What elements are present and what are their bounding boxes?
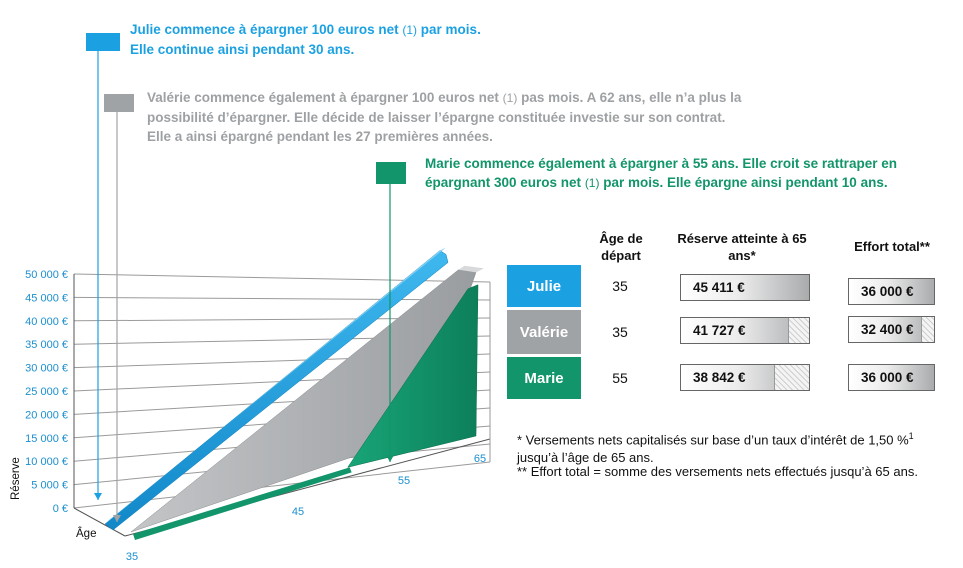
x-axis-label: Âge <box>76 528 97 540</box>
footnote-effort: ** Effort total = somme des versements nets effectués jusqu’à 65 ans. <box>517 464 918 479</box>
age-valerie: 35 <box>612 324 628 340</box>
marker-julie-arrow <box>94 493 102 500</box>
callout-marie: Marie commence également à épargner à 55 ans. Elle croit se rattraper en épargnant 300 euros net (1) par mois. Elle épargne ainsi pendant 10 ans. <box>425 156 897 190</box>
y-tick-label: 30 000 € <box>25 362 68 375</box>
callout-julie: Julie commence à épargner 100 euros net (1) par mois. Elle continue ainsi pendant 30 ans. <box>130 22 481 57</box>
y-axis-label: Réserve <box>10 457 22 500</box>
marker-valerie <box>104 94 134 112</box>
y-tick-label: 50 000 € <box>25 269 68 281</box>
row-label-julie: Julie <box>507 265 581 307</box>
y-tick-label: 40 000 € <box>25 315 68 328</box>
row-label-marie: Marie <box>507 357 581 399</box>
callout-valerie: Valérie commence également à épargner 100 euros net (1) pas mois. A 62 ans, elle n’a plus la possibilité d’épargner. Elle décide de laisser l’épargne constituée investie sur son contrat. Elle a ainsi épargné pendant les 27 premières années. <box>147 90 742 144</box>
reserve-marie: 38 842 € <box>680 364 810 391</box>
footnote-reserve: * Versements nets capitalisés sur base d’un taux d’intérêt de 1,50 %$^1$ jusqu’à l’âge de 65 ans. <box>517 431 914 466</box>
reserve-valerie: 41 727 € <box>680 317 810 344</box>
y-tick-label: 15 000 € <box>25 432 68 445</box>
x-tick-label: 35 <box>125 551 139 563</box>
age-julie: 35 <box>612 278 628 294</box>
y-tick-label: 25 000 € <box>25 386 68 398</box>
effort-valerie: 32 400 € <box>848 316 935 343</box>
reserve-julie: 45 411 € <box>680 274 810 301</box>
marker-julie <box>86 33 120 51</box>
effort-julie: 36 000 € <box>848 278 935 305</box>
x-tick-label: 65 <box>473 453 487 465</box>
x-tick-label: 55 <box>397 475 411 487</box>
header-reserve: Réserve atteinte à 65 ans* <box>677 231 807 263</box>
effort-marie: 36 000 € <box>848 364 935 391</box>
y-tick-label: 5 000 € <box>31 479 68 492</box>
marker-marie-arrow <box>386 455 394 462</box>
marker-marie <box>376 162 406 184</box>
y-tick-label: 0 € <box>52 503 68 515</box>
y-tick-label: 35 000 € <box>25 339 68 352</box>
header-age: Âge de départ <box>599 231 643 263</box>
y-tick-label: 20 000 € <box>25 409 68 422</box>
row-label-valerie: Valérie <box>507 310 581 354</box>
header-effort: Effort total** <box>854 239 930 254</box>
y-tick-label: 45 000 € <box>25 292 68 305</box>
y-tick-label: 10 000 € <box>25 456 68 469</box>
age-marie: 55 <box>612 370 628 386</box>
x-tick-label: 45 <box>291 506 305 518</box>
